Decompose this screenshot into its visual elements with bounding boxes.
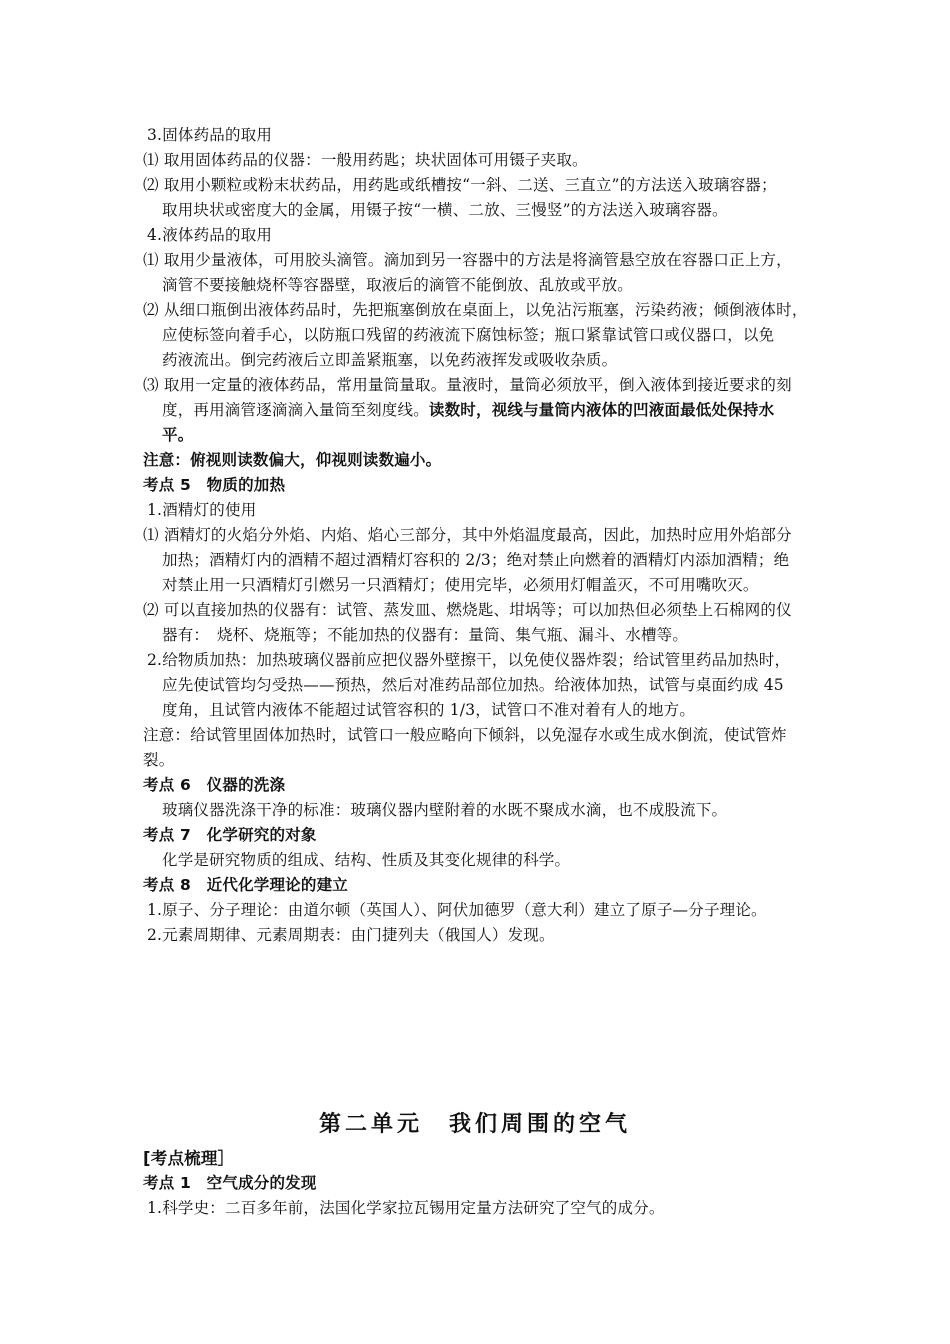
kp8-heading: 考点 8 近代化学理论的建立 bbox=[143, 876, 348, 894]
kp7-heading: 考点 7 化学研究的对象 bbox=[143, 826, 317, 844]
text-line: ⑵ 可以直接加热的仪器有：试管、蒸发皿、燃烧匙、坩埚等；可以加热但必须垫上石棉网的仪 bbox=[143, 601, 792, 619]
kp5-heading: 考点 5 物质的加热 bbox=[143, 476, 286, 494]
text-line: 玻璃仪器洗涤干净的标准：玻璃仪器内壁附着的水既不聚成水滴，也不成股流下。 bbox=[162, 801, 728, 819]
unit-title: 第二单元 我们周围的空气 bbox=[318, 1112, 631, 1137]
text-line bbox=[162, 398, 774, 423]
text-line: 注意：给试管里固体加热时，试管口一般应略向下倾斜，以免湿存水或生成水倒流，使试管炸 bbox=[143, 726, 787, 744]
text-line: 1.原子、分子理论：由道尔顿（英国人）、阿伏加德罗（意大利）建立了原子—分子理论。 bbox=[147, 901, 767, 919]
text-line: ⑴ 取用少量液体，可用胶头滴管。滴加到另一容器中的方法是将滴管悬空放在容器口正上方， bbox=[143, 251, 792, 269]
text-line: 对禁止用一只酒精灯引燃另一只酒精灯；使用完毕，必须用灯帽盖灭，不可用嘴吹灭。 bbox=[162, 576, 759, 594]
kp6-heading: 考点 6 仪器的洗涤 bbox=[143, 776, 286, 794]
text-line: 化学是研究物质的组成、结构、性质及其变化规律的科学。 bbox=[162, 851, 571, 869]
text-line: ⑴ 酒精灯的火焰分外焰、内焰、焰心三部分，其中外焰温度最高，因此，加热时应用外焰部分 bbox=[143, 526, 792, 544]
solid-reagent-heading: 3.固体药品的取用 bbox=[147, 126, 273, 144]
liquid-reagent-heading: 4.液体药品的取用 bbox=[147, 226, 273, 244]
text-line: ⑵ 取用小颗粒或粉末状药品，用药匙或纸槽按“一斜、二送、三直立”的方法送入玻璃容器； bbox=[143, 176, 777, 194]
text-line: ⑴ 取用固体药品的仪器：一般用药匙；块状固体可用镊子夹取。 bbox=[143, 151, 588, 169]
text-line: 滴管不要接触烧杯等容器壁，取液后的滴管不能倒放、乱放或平放。 bbox=[162, 276, 634, 294]
text-line: 应先使试管均匀受热——预热，然后对准药品部位加热。给液体加热，试管与桌面约成 45 bbox=[162, 676, 784, 694]
kp1-heading: 考点 1 空气成分的发现 bbox=[143, 1174, 317, 1192]
text-span: 度，再用滴管逐滴滴入量筒至刻度线。 bbox=[162, 401, 429, 419]
text-line: 1.酒精灯的使用 bbox=[147, 501, 257, 519]
text-line: 器有： 烧杯、烧瓶等；不能加热的仪器有：量筒、集气瓶、漏斗、水槽等。 bbox=[162, 626, 689, 644]
text-line: 药液流出。倒完药液后立即盖紧瓶塞，以免药液挥发或吸收杂质。 bbox=[162, 351, 618, 369]
text-line: 2.给物质加热：加热玻璃仪器前应把仪器外壁擦干，以免使仪器炸裂；给试管里药品加热时， bbox=[147, 651, 791, 669]
bold-text-line: 平。 bbox=[162, 426, 194, 444]
text-line: 度角，且试管内液体不能超过试管容积的 1/3，试管口不准对着有人的地方。 bbox=[162, 701, 696, 719]
section-subheading: [考点梳理］ bbox=[143, 1149, 235, 1168]
bold-text-span: 读数时，视线与量筒内液体的凹液面最低处保持水 bbox=[428, 401, 775, 419]
text-line: 裂。 bbox=[143, 751, 175, 769]
text-line: 应使标签向着手心，以防瓶口残留的药液流下腐蚀标签；瓶口紧靠试管口或仪器口，以免 bbox=[162, 326, 775, 344]
text-line: 2.元素周期律、元素周期表：由门捷列夫（俄国人）发现。 bbox=[147, 926, 555, 944]
text-line: ⑶ 取用一定量的液体药品，常用量筒量取。量液时，量筒必须放平，倒入液体到接近要求的刻 bbox=[143, 376, 792, 394]
text-line: 加热；酒精灯内的酒精不超过酒精灯容积的 2/3；绝对禁止向燃着的酒精灯内添加酒精；绝 bbox=[162, 551, 790, 569]
text-line: 取用块状或密度大的金属，用镊子按“一横、二放、三慢竖”的方法送入玻璃容器。 bbox=[162, 201, 728, 219]
text-line: ⑵ 从细口瓶倒出液体药品时，先把瓶塞倒放在桌面上，以免沾污瓶塞，污染药液；倾倒液体时， bbox=[143, 301, 808, 319]
text-line: 1.科学史：二百多年前，法国化学家拉瓦锡用定量方法研究了空气的成分。 bbox=[147, 1199, 665, 1217]
note-line: 注意：俯视则读数偏大，仰视则读数遍小。 bbox=[143, 451, 442, 469]
